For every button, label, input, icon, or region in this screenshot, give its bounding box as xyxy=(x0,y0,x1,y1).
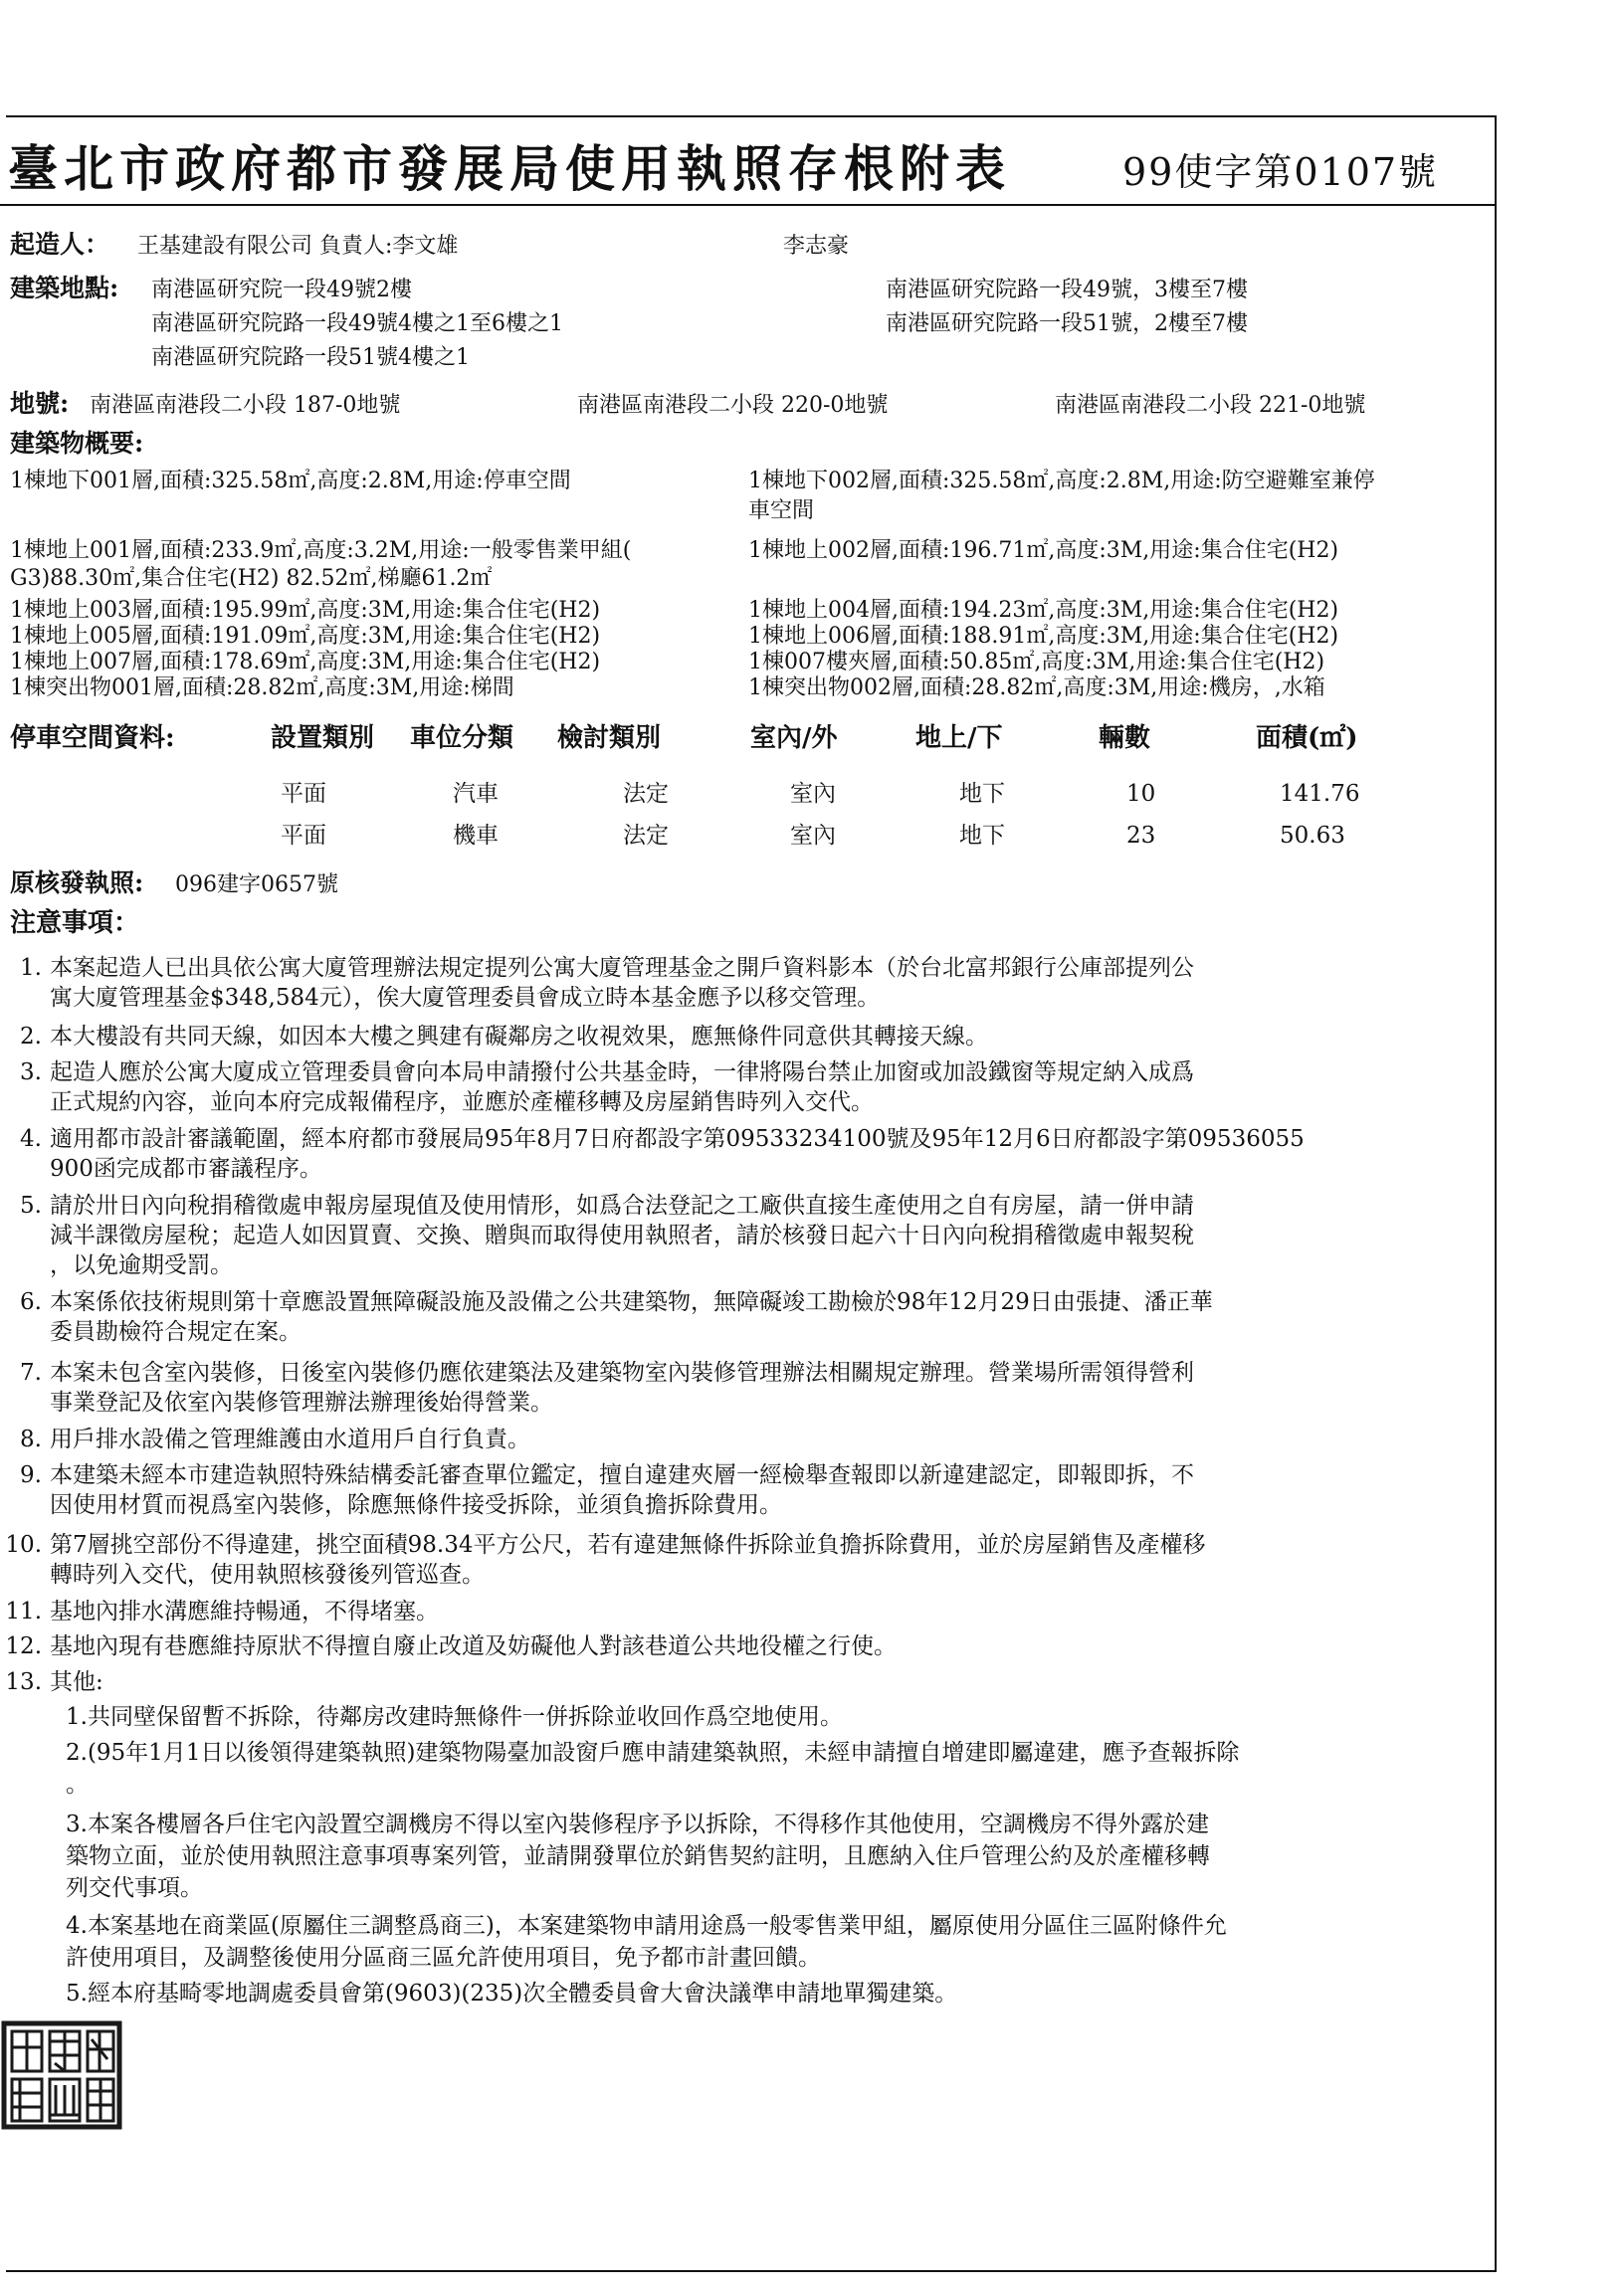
note-number: 11. xyxy=(5,1599,42,1625)
other-note-line: 3.本案各樓層各戶住宅內設置空調機房不得以室內裝修程序予以拆除，不得移作其他使用，空調機房不得外露於建 xyxy=(66,1812,1209,1837)
note-text xyxy=(50,1124,1471,1184)
overview-row-left: 1棟地上001層,面積:233.9㎡,高度:3.2M,用途:一般零售業甲組( xyxy=(10,538,632,563)
note-text xyxy=(50,1057,1471,1117)
overview-row-left: 1棟地上007層,面積:178.69㎡,高度:3M,用途:集合住宅(H2) xyxy=(10,650,601,674)
overview-row-left: 1棟地下001層,面積:325.58㎡,高度:2.8M,用途:停車空間 xyxy=(10,469,571,493)
note-line: 本案未包含室內裝修，日後室內裝修仍應依建築法及建築物室內裝修管理辦法相關規定辦理。營業場所需領得營利 xyxy=(50,1360,1194,1386)
note-text xyxy=(50,1287,1471,1347)
parking-column-header: 室內/外 xyxy=(750,723,838,753)
note-line: 基地內現有巷應維持原狀不得擅自廢止改道及妨礙他人對該巷道公共地役權之行使。 xyxy=(50,1633,897,1659)
note-line: 基地內排水溝應維持暢通，不得堵塞。 xyxy=(50,1599,439,1625)
lot-number-3: 南港區南港段二小段 221-0地號 xyxy=(1055,393,1366,418)
original-permit-label: 原核發執照: xyxy=(10,868,144,897)
note-text xyxy=(50,1667,1471,1697)
note-number: 2. xyxy=(20,1024,42,1050)
overview-row-right: 1棟地上004層,面積:194.23㎡,高度:3M,用途:集合住宅(H2) xyxy=(748,598,1339,623)
parking-column-header: 設置類別 xyxy=(271,723,375,753)
overview-row-right: 1棟地上002層,面積:196.71㎡,高度:3M,用途:集合住宅(H2) xyxy=(748,538,1339,563)
note-number: 1. xyxy=(20,955,42,981)
note-line: 用戶排水設備之管理維護由水道用戶自行負責。 xyxy=(50,1427,530,1452)
permit-number: 99使字第0107號 xyxy=(1122,150,1439,194)
note-text xyxy=(50,953,1471,1013)
other-note-line: 1.共同壁保留暫不拆除，待鄰房改建時無條件一併拆除並收回作爲空地使用。 xyxy=(66,1704,843,1730)
parking-column-header: 檢討類別 xyxy=(557,723,662,753)
other-note-item xyxy=(66,1910,1509,1974)
site-address-left-1: 南港區研究院一段49號2樓 xyxy=(151,278,412,302)
overview-row-right: 1棟007樓夾層,面積:50.85㎡,高度:3M,用途:集合住宅(H2) xyxy=(748,650,1325,674)
note-number: 9. xyxy=(20,1462,42,1488)
site-address-left-3: 南港區研究院路一段51號4樓之1 xyxy=(151,345,470,370)
note-text xyxy=(50,1460,1471,1520)
parking-cell: 法定 xyxy=(623,781,669,807)
note-text xyxy=(50,1358,1471,1418)
note-line: 本案起造人已出具依公寓大廈管理辦法規定提列公寓大廈管理基金之開戶資料影本（於台北富邦銀行公庫部提列公 xyxy=(50,955,1194,981)
lot-number-2: 南港區南港段二小段 220-0地號 xyxy=(577,393,889,418)
note-text xyxy=(50,1631,1471,1661)
note-line: 本大樓設有共同天線，如因本大樓之興建有礙鄰房之收視效果，應無條件同意供其轉接天線。 xyxy=(50,1024,988,1050)
notes-label: 注意事項： xyxy=(10,908,140,938)
overview-row-left: G3)88.30㎡,集合住宅(H2) 82.52㎡,梯廳61.2㎡ xyxy=(10,566,493,591)
lot-number-1: 南港區南港段二小段 187-0地號 xyxy=(90,393,401,418)
note-number: 5. xyxy=(20,1193,42,1219)
note-line: 本建築未經本市建造執照特殊結構委託審查單位鑑定，擅自違建夾層一經檢舉查報即以新違建認定，即報即拆，不 xyxy=(50,1462,1194,1488)
note-text xyxy=(50,1530,1471,1590)
parking-column-header: 車位分類 xyxy=(410,723,514,753)
parking-cell: 室內 xyxy=(790,781,836,807)
note-number: 6. xyxy=(20,1289,42,1315)
lots-label: 地號: xyxy=(10,389,70,418)
note-line: 請於卅日內向稅捐稽徵處申報房屋現值及使用情形，如爲合法登記之工廠供直接生產使用之自有房屋，請一併申請 xyxy=(50,1193,1194,1219)
note-number: 3. xyxy=(20,1059,42,1085)
applicant-label: 起造人： xyxy=(10,230,110,259)
note-line: 其他: xyxy=(50,1669,103,1695)
parking-cell: 50.63 xyxy=(1280,823,1345,849)
other-note-item xyxy=(66,1978,1509,2009)
overview-row-right: 1棟突出物002層,面積:28.82㎡,高度:3M,用途:機房，,水箱 xyxy=(748,675,1325,700)
parking-column-header: 地上/下 xyxy=(915,723,1003,753)
overview-label: 建築物概要: xyxy=(10,429,144,458)
note-line: 寓大廈管理基金$348,584元），俟大廈管理委員會成立時本基金應予以移交管理。 xyxy=(50,985,881,1011)
note-line: 委員勘檢符合規定在案。 xyxy=(50,1319,302,1345)
parking-cell: 10 xyxy=(1126,781,1156,807)
parking-cell: 機車 xyxy=(453,823,499,849)
overview-row-left: 1棟地上003層,面積:195.99㎡,高度:3M,用途:集合住宅(H2) xyxy=(10,598,601,623)
note-line: 適用都市設計審議範圍，經本府都市發展局95年8月7日府都設字第09533234100號及95年12月6日府都設字第09536055 xyxy=(50,1126,1305,1152)
note-line: 減半課徵房屋稅；起造人如因買賣、交換、贈與而取得使用執照者，請於核發日起六十日內向稅捐稽徵處申報契稅 xyxy=(50,1223,1194,1248)
note-number: 4. xyxy=(20,1126,42,1152)
site-label: 建築地點: xyxy=(10,274,119,302)
other-note-line: 4.本案基地在商業區(原屬住三調整爲商三)，本案建築物申請用途爲一般零售業甲組，屬原使用分區住三區附條件允 xyxy=(66,1913,1227,1939)
overview-row-left: 1棟突出物001層,面積:28.82㎡,高度:3M,用途:梯間 xyxy=(10,675,514,700)
parking-cell: 平面 xyxy=(281,781,326,807)
site-address-right-2: 南港區研究院路一段51號，2樓至7樓 xyxy=(886,311,1248,336)
parking-label: 停車空間資料: xyxy=(10,723,175,753)
other-note-line: 築物立面，並於使用執照注意事項專案列管，並請開發單位於銷售契約註明，且應納入住戶管理公約及於產權移轉 xyxy=(66,1843,1210,1869)
note-line: 起造人應於公寓大廈成立管理委員會向本局申請撥付公共基金時，一律將陽台禁止加窗或加設鐵窗等規定納入成爲 xyxy=(50,1059,1194,1085)
page-title: 臺北市政府都市發展局使用執照存根附表 xyxy=(8,139,1011,198)
note-text xyxy=(50,1425,1471,1454)
title-divider xyxy=(0,204,1497,206)
applicant-second-person: 李志豪 xyxy=(783,234,850,259)
other-note-item xyxy=(66,1809,1509,1904)
note-line: 事業登記及依室內裝修管理辦法辦理後始得營業。 xyxy=(50,1390,553,1416)
overview-row-right: 1棟地下002層,面積:325.58㎡,高度:2.8M,用途:防空避難室兼停 xyxy=(748,469,1375,493)
note-line: 正式規約內容，並向本府完成報備程序，並應於產權移轉及房屋銷售時列入交代。 xyxy=(50,1089,874,1115)
overview-row-right: 車空間 xyxy=(748,498,815,523)
site-address-right-1: 南港區研究院路一段49號，3樓至7樓 xyxy=(886,278,1248,302)
parking-cell: 141.76 xyxy=(1280,781,1360,807)
note-number: 10. xyxy=(5,1532,42,1558)
parking-cell: 23 xyxy=(1126,823,1156,849)
other-note-line: 2.(95年1月1日以後領得建築執照)建築物陽臺加設窗戶應申請建築執照，未經申請擅自增建即屬違建，應予查報拆除 xyxy=(66,1740,1240,1766)
other-note-item xyxy=(66,1737,1509,1801)
overview-row-left: 1棟地上005層,面積:191.09㎡,高度:3M,用途:集合住宅(H2) xyxy=(10,624,601,649)
parking-cell: 汽車 xyxy=(453,781,499,807)
note-number: 8. xyxy=(20,1427,42,1452)
other-note-item xyxy=(66,1701,1509,1733)
note-number: 7. xyxy=(20,1360,42,1386)
note-line: 900函完成都市審議程序。 xyxy=(50,1156,322,1182)
parking-cell: 平面 xyxy=(281,823,326,849)
parking-cell: 法定 xyxy=(623,823,669,849)
other-note-line: 。 xyxy=(66,1772,89,1798)
note-line: 本案係依技術規則第十章應設置無障礙設施及設備之公共建築物，無障礙竣工勘檢於98年12月29日由張捷、潘正華 xyxy=(50,1289,1213,1315)
parking-column-header: 面積(㎡) xyxy=(1256,723,1358,753)
note-number: 13. xyxy=(5,1669,42,1695)
other-note-line: 列交代事項。 xyxy=(66,1875,203,1901)
site-address-left-2: 南港區研究院路一段49號4樓之1至6樓之1 xyxy=(151,311,563,336)
note-number: 12. xyxy=(5,1633,42,1659)
parking-cell: 室內 xyxy=(790,823,836,849)
parking-cell: 地下 xyxy=(959,823,1005,849)
parking-column-header: 輛數 xyxy=(1099,723,1151,753)
other-note-line: 5.經本府基畸零地調處委員會第(9603)(235)次全體委員會大會決議準申請地單獨建築。 xyxy=(66,1981,958,2007)
note-line: 因使用材質而視爲室內裝修，除應無條件接受拆除，並須負擔拆除費用。 xyxy=(50,1492,782,1518)
applicant-value: 王基建設有限公司 負責人:李文雄 xyxy=(137,234,459,259)
parking-cell: 地下 xyxy=(959,781,1005,807)
note-text xyxy=(50,1597,1471,1626)
note-text xyxy=(50,1191,1471,1280)
original-permit-value: 096建字0657號 xyxy=(175,872,338,897)
note-line: 第7層挑空部份不得違建，挑空面積98.34平方公尺，若有違建無條件拆除並負擔拆除費用，並於房屋銷售及產權移 xyxy=(50,1532,1206,1558)
overview-row-right: 1棟地上006層,面積:188.91㎡,高度:3M,用途:集合住宅(H2) xyxy=(748,624,1339,649)
official-seal-stamp xyxy=(0,2019,123,2131)
note-line: ，以免逾期受罰。 xyxy=(50,1252,233,1278)
note-text xyxy=(50,1022,1471,1052)
other-note-line: 許使用項目，及調整後使用分區商三區允許使用項目，免予都市計畫回饋。 xyxy=(66,1945,821,1971)
note-line: 轉時列入交代，使用執照核發後列管巡查。 xyxy=(50,1562,485,1588)
